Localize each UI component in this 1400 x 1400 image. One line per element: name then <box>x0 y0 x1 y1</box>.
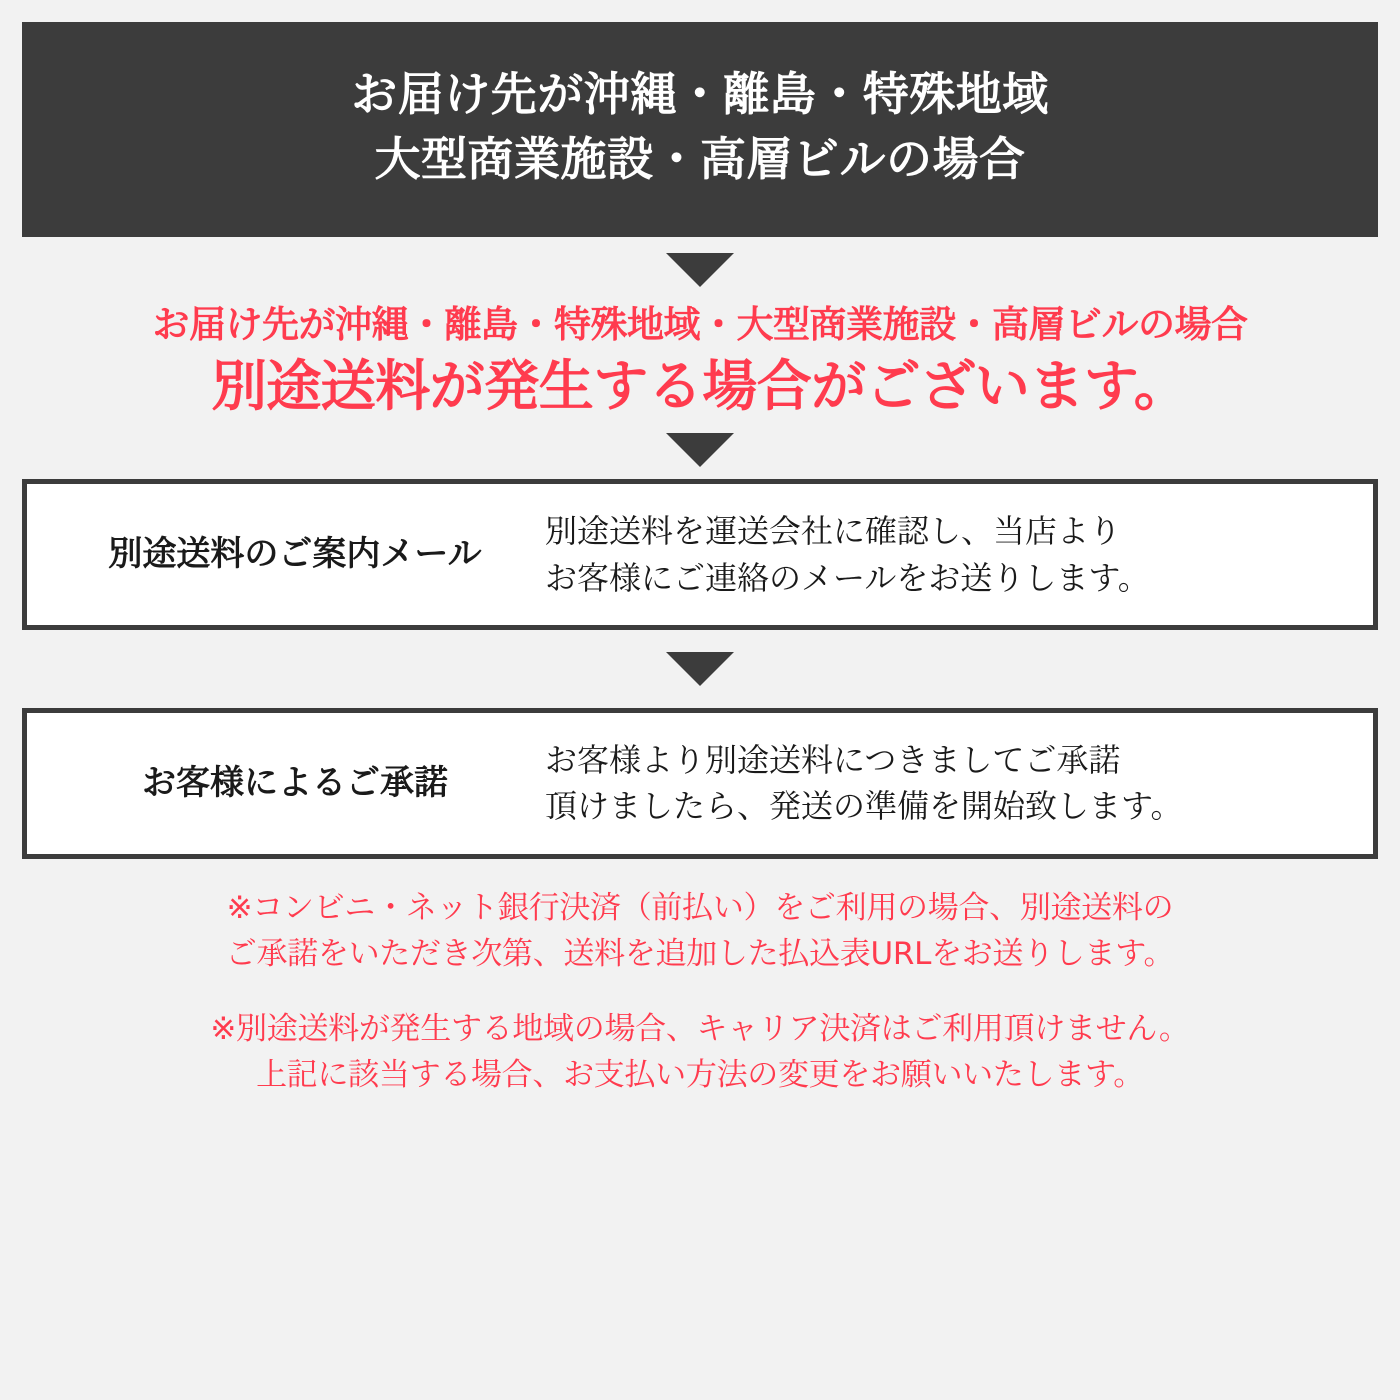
note-item <box>22 885 1378 978</box>
note-item <box>22 1006 1378 1099</box>
step-box-customer-approval <box>22 708 1378 859</box>
emphasis-line-2: 別途送料が発生する場合がございます。 <box>211 353 1189 418</box>
note-2-line-1: ※別途送料が発生する地域の場合、キャリア決済はご利用頂けません。 <box>210 1010 1190 1047</box>
flow-arrow-2-container <box>22 433 1378 467</box>
note-1-line-2: ご承諾をいただき次第、送料を追加した払込表URLをお送りします。 <box>225 936 1175 973</box>
header-title-line-1: お届け先が沖縄・離島・特殊地域 <box>351 67 1049 121</box>
emphasis-block <box>22 301 1378 421</box>
step-1-description <box>545 508 1355 601</box>
emphasis-line-1: お届け先が沖縄・離島・特殊地域・大型商業施設・高層ビルの場合 <box>152 302 1248 346</box>
note-2-line-2: 上記に該当する場合、お支払い方法の変更をお願いいたします。 <box>256 1057 1144 1094</box>
down-arrow-icon <box>666 433 734 467</box>
step-box-email-notice <box>22 479 1378 630</box>
flow-arrow-1-container <box>22 253 1378 287</box>
notes-section <box>22 885 1378 1099</box>
step-1-label: 別途送料のご案内メール <box>108 534 482 575</box>
header-title-line-2: 大型商業施設・高層ビルの場合 <box>374 132 1026 187</box>
down-arrow-icon <box>666 253 734 287</box>
down-arrow-icon <box>666 652 734 686</box>
flow-arrow-3-container <box>22 652 1378 686</box>
note-1-line-1: ※コンビニ・ネット銀行決済（前払い）をご利用の場合、別途送料の <box>226 889 1174 926</box>
step-1-description-line-2: お客様にご連絡のメールをお送りします。 <box>545 558 1150 597</box>
step-2-label: お客様によるご承諾 <box>142 763 448 804</box>
step-2-description <box>545 737 1355 830</box>
step-1-description-line-1: 別途送料を運送会社に確認し、当店より <box>545 512 1122 551</box>
step-2-description-line-1: お客様より別途送料につきましてご承諾 <box>545 740 1121 779</box>
step-2-description-line-2: 頂けましたら、発送の準備を開始致します。 <box>545 787 1183 826</box>
header-banner <box>22 22 1378 237</box>
